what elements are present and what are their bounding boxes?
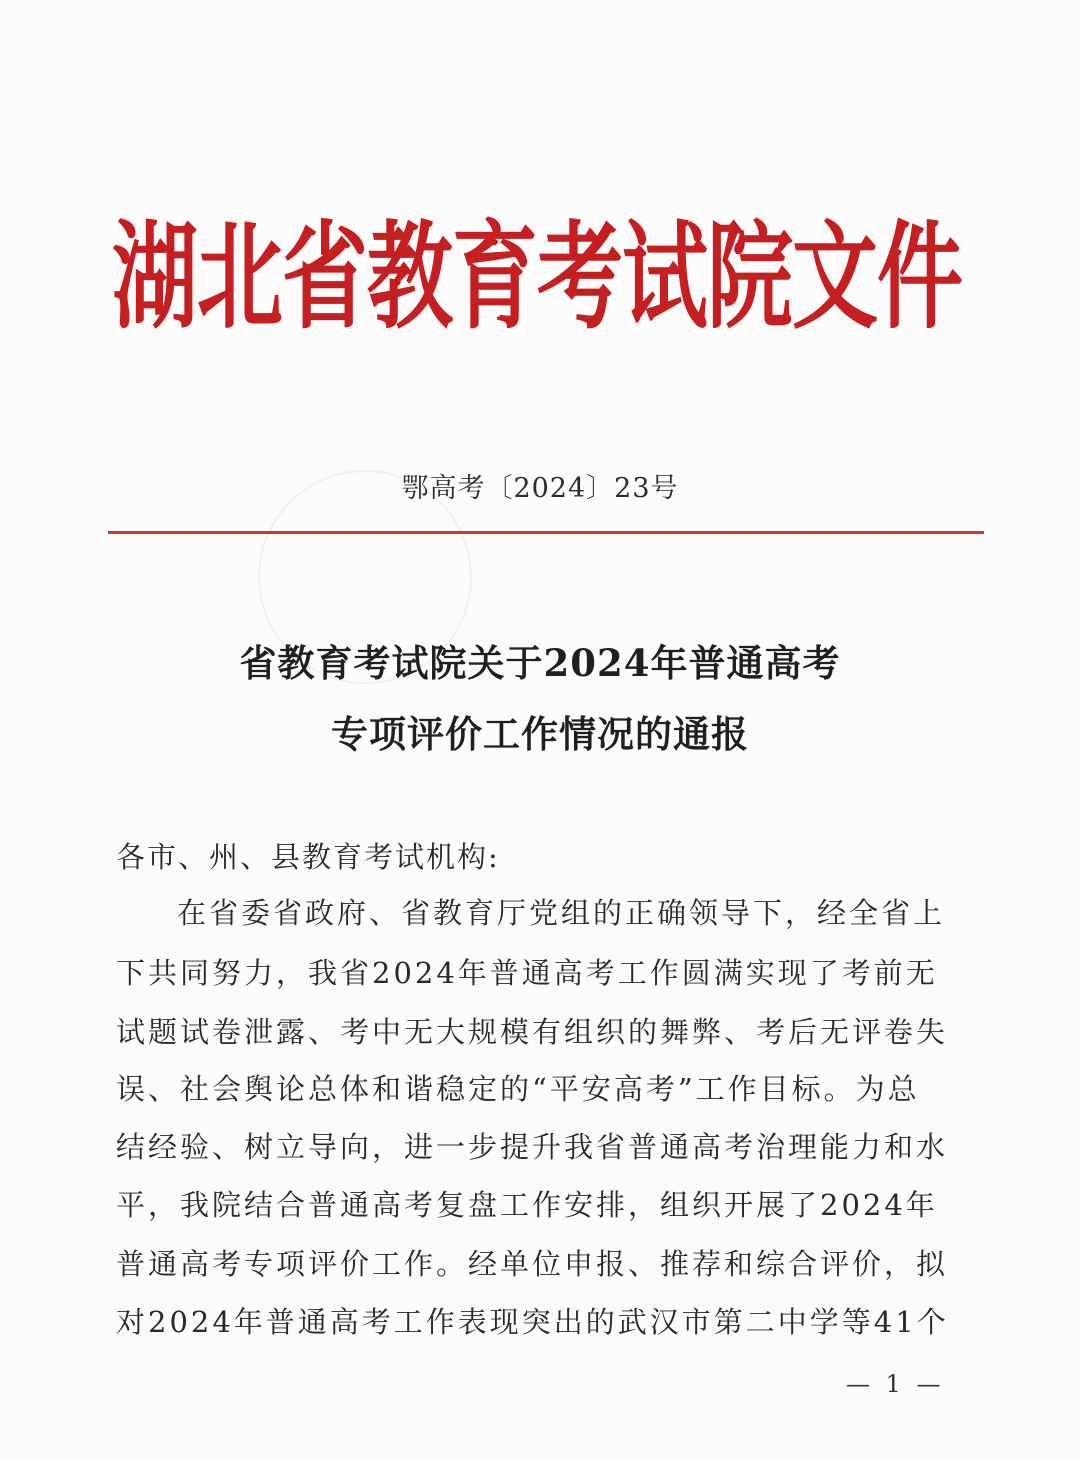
paragraph-line: 普通高考专项评价工作。经单位申报、推荐和综合评价，拟: [116, 1247, 949, 1281]
paragraph-line: 下共同努力，我省2024年普通高考工作圆满实现了考前无: [116, 956, 938, 990]
page-number: — 1 —: [846, 1370, 945, 1398]
paragraph-line: 误、社会舆论总体和谐稳定的“平安高考”工作目标。为总: [116, 1072, 920, 1106]
paragraph-line: 结经验、树立导向，进一步提升我省普通高考治理能力和水: [116, 1130, 949, 1164]
paragraph-line: 在省委省政府、省教育厅党组的正确领导下，经全省上: [177, 896, 946, 930]
paragraph-line: 试题试卷泄露、考中无大规模有组织的舞弊、考后无评卷失: [116, 1015, 949, 1049]
document-number: 鄂高考〔2024〕23号: [401, 473, 679, 504]
salutation: 各市、州、县教育考试机构:: [116, 840, 500, 874]
notice-title-line-1: 省教育考试院关于2024年普通高考: [239, 641, 841, 685]
notice-title-line-2: 专项评价工作情况的通报: [331, 712, 749, 756]
red-divider-line: [108, 531, 984, 534]
paragraph-line: 对2024年普通高考工作表现突出的武汉市第二中学等41个: [116, 1305, 949, 1339]
document-header-title: 湖北省教育考试院文件: [112, 209, 962, 346]
paragraph-line: 平，我院结合普通高考复盘工作安排，组织开展了2024年: [116, 1188, 938, 1222]
